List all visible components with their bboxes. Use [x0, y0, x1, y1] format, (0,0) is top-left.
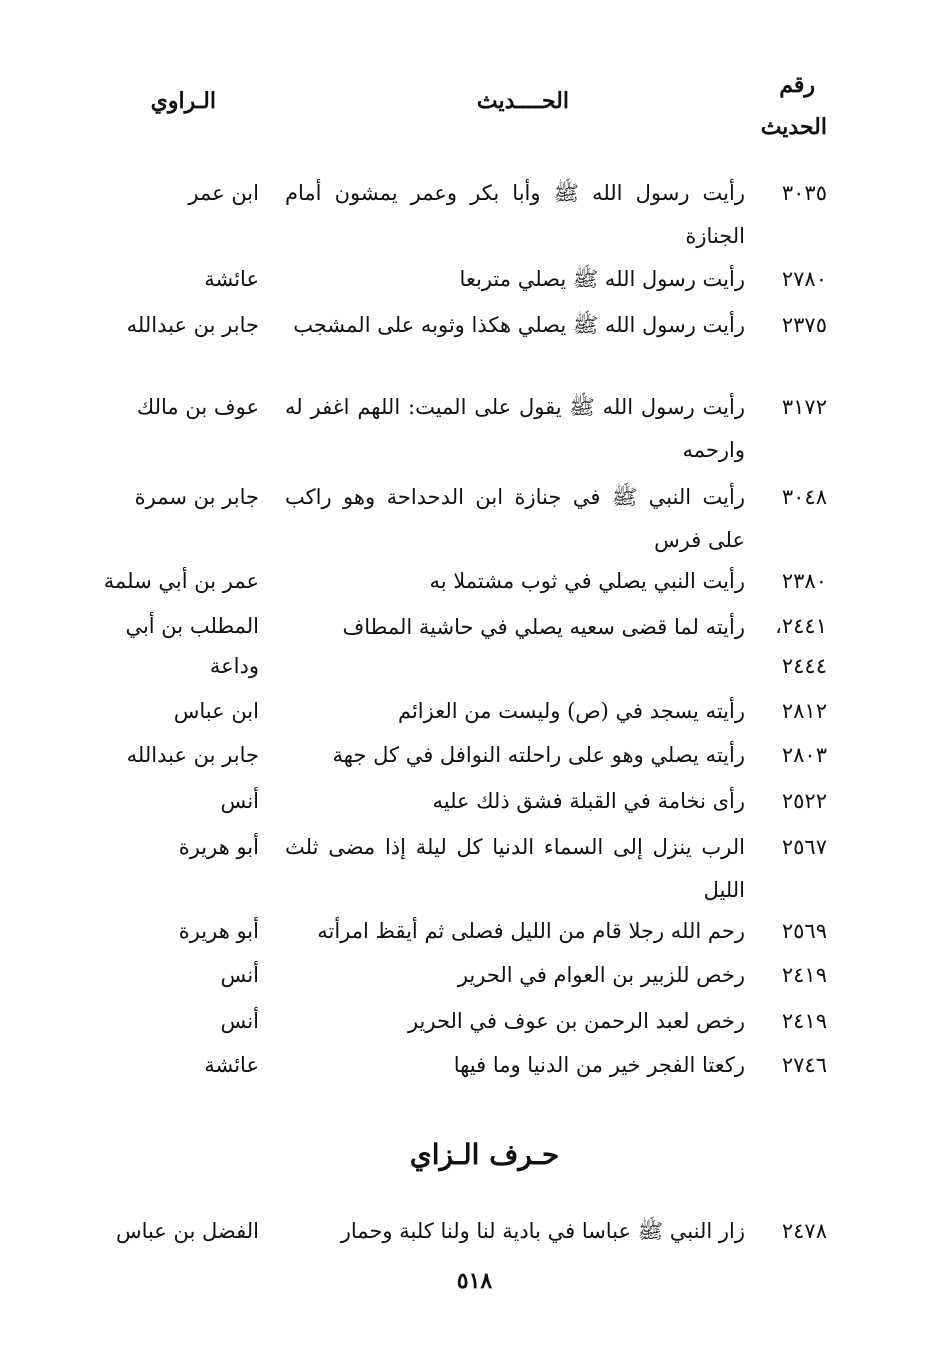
- hadith-number: ٣٠٤٨: [781, 485, 827, 509]
- header-number-label-line1: رقم: [779, 72, 815, 98]
- hadith-number: ٢٤٤١، ٢٤٤٤: [775, 614, 827, 678]
- narrator-name: عوف بن مالك: [136, 395, 259, 419]
- hadith-number: ٢٥٢٢: [781, 789, 827, 813]
- narrator-name: أنس: [220, 789, 259, 813]
- hadith-text: رأى نخامة في القبلة فشق ذلك عليه: [432, 789, 745, 813]
- hadith-number: ٢٥٦٩: [781, 919, 827, 943]
- header-number-label-line2: الحديث: [760, 114, 827, 140]
- narrator-name: المطلب بن أبي وداعة: [125, 614, 259, 678]
- hadith-text: ركعتا الفجر خير من الدنيا وما فيها: [453, 1053, 745, 1077]
- hadith-text: رأيت رسول الله ﷺ يقول على الميت: اللهم اغفر له وارحمه: [285, 395, 745, 462]
- hadith-text: رخص لعبد الرحمن بن عوف في الحرير: [407, 1009, 745, 1033]
- page-number: ٥١٨: [456, 1268, 493, 1294]
- section-title: حـرف الـزاي: [409, 1138, 560, 1171]
- narrator-name: جابر بن عبدالله: [126, 743, 259, 767]
- hadith-text: رحم الله رجلا قام من الليل فصلى ثم أيقظ امرأته: [317, 919, 745, 943]
- header-narrator-label: الـراوي: [150, 88, 216, 114]
- hadith-number: ٢٥٦٧: [781, 835, 827, 859]
- hadith-text: زار النبي ﷺ عباسا في بادية لنا ولنا كلبة وحمار: [340, 1219, 745, 1243]
- narrator-name: عائشة: [204, 1053, 259, 1077]
- narrator-name: أنس: [220, 1009, 259, 1033]
- hadith-number: ٢٣٧٥: [781, 313, 827, 337]
- hadith-number: ٢٨١٢: [781, 699, 827, 723]
- header-hadith-label: الحــــديث: [476, 88, 569, 114]
- narrator-name: أبو هريرة: [178, 919, 259, 943]
- hadith-text: رأيته يسجد في (ص) وليست من العزائم: [397, 699, 745, 723]
- hadith-number: ٢٧٨٠: [781, 267, 827, 291]
- hadith-text: الرب ينزل إلى السماء الدنيا كل ليلة إذا مضى ثلث الليل: [285, 835, 745, 902]
- narrator-name: عمر بن أبي سلمة: [103, 569, 259, 593]
- section-heading: [0, 1138, 949, 1171]
- hadith-text: رخص للزبير بن العوام في الحرير: [457, 963, 745, 987]
- narrator-name: عائشة: [204, 267, 259, 291]
- hadith-text: رأيته يصلي وهو على راحلته النوافل في كل جهة: [332, 743, 745, 767]
- narrator-name: جابر بن عبدالله: [126, 313, 259, 337]
- narrator-name: الفضل بن عباس: [115, 1219, 259, 1243]
- narrator-name: ابن عمر: [188, 181, 259, 205]
- hadith-text: رأيت رسول الله ﷺ يصلي متربعا: [459, 267, 745, 291]
- hadith-number: ٢٤٧٨: [781, 1219, 827, 1243]
- hadith-text: رأيته لما قضى سعيه يصلي في حاشية المطاف: [342, 615, 745, 639]
- hadith-number: ٢٤١٩: [781, 1009, 827, 1033]
- hadith-number: ٢٧٤٦: [781, 1053, 827, 1077]
- narrator-name: جابر بن سمرة: [134, 485, 259, 509]
- narrator-name: أنس: [220, 963, 259, 987]
- hadith-number: ٢٤١٩: [781, 963, 827, 987]
- narrator-name: ابن عباس: [173, 699, 259, 723]
- hadith-number: ٣١٧٢: [781, 395, 827, 419]
- hadith-text: رأيت النبي ﷺ في جنازة ابن الدحداحة وهو راكب على فرس: [285, 485, 745, 552]
- hadith-number: ٢٣٨٠: [781, 569, 827, 593]
- hadith-number: ٣٠٣٥: [781, 181, 827, 205]
- narrator-name: أبو هريرة: [178, 835, 259, 859]
- hadith-text: رأيت رسول الله ﷺ وأبا بكر وعمر يمشون أمام الجنازة: [285, 181, 745, 248]
- hadith-number: ٢٨٠٣: [781, 743, 827, 767]
- hadith-text: رأيت النبي يصلي في ثوب مشتملا به: [429, 569, 745, 593]
- hadith-text: رأيت رسول الله ﷺ يصلي هكذا وثوبه على المشجب: [293, 313, 745, 337]
